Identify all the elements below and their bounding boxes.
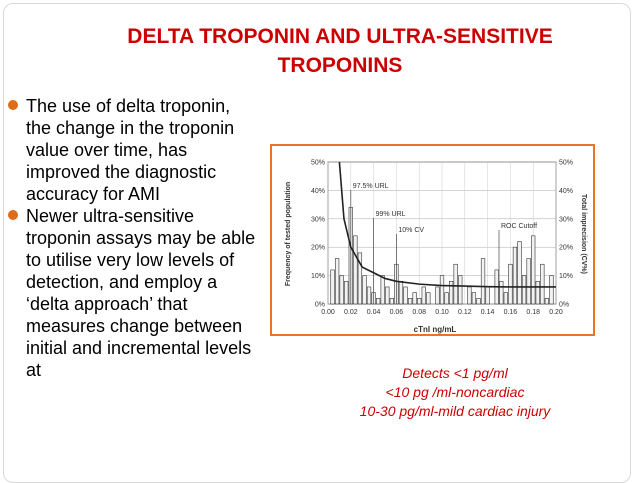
bar — [540, 264, 544, 304]
y-tick-label: 10% — [310, 273, 325, 281]
bullet-item — [8, 95, 258, 205]
bar — [408, 298, 412, 304]
bar — [513, 247, 517, 304]
bar — [468, 287, 472, 304]
annotation-label: 97.5% URL — [352, 183, 389, 190]
bar — [399, 281, 403, 304]
x-tick-label: 0.06 — [389, 309, 404, 316]
bar — [454, 264, 458, 304]
bar — [527, 259, 531, 304]
bar — [536, 281, 540, 304]
annotation-label: 10% CV — [398, 227, 425, 234]
chart-y-label: Frequency of tested population — [285, 181, 292, 287]
chart-y2-label: Total imprecision (CV%) — [580, 194, 587, 274]
x-tick-label: 0.02 — [343, 309, 358, 316]
y2-tick-label: 20% — [559, 244, 574, 252]
bar — [504, 293, 508, 304]
bar — [481, 259, 485, 304]
x-tick-label: 0.00 — [321, 309, 335, 316]
bar — [413, 293, 417, 304]
x-tick-label: 0.14 — [480, 309, 495, 316]
bar — [499, 281, 503, 304]
y-tick-label: 50% — [310, 159, 325, 167]
bullet-item — [8, 205, 258, 381]
x-tick-label: 0.16 — [503, 309, 518, 316]
bar — [436, 287, 440, 304]
bar — [518, 242, 522, 304]
troponin-chart — [272, 146, 593, 334]
bar — [331, 270, 335, 304]
bullet-list — [8, 95, 258, 381]
bar — [381, 276, 385, 304]
bar — [422, 287, 426, 304]
bar — [449, 281, 453, 304]
bar — [385, 287, 389, 304]
caption-box — [305, 364, 605, 421]
y2-tick-label: 0% — [559, 301, 570, 309]
x-tick-label: 0.20 — [549, 309, 563, 316]
bar — [340, 276, 344, 304]
bar — [440, 276, 444, 304]
y2-tick-label: 10% — [559, 273, 574, 281]
chart-x-label: cTnI ng/mL — [413, 325, 457, 334]
x-tick-label: 0.04 — [366, 309, 381, 316]
bar — [550, 276, 554, 304]
y-tick-label: 40% — [310, 187, 325, 195]
bar — [472, 293, 476, 304]
bullet-text: The use of delta troponin, the change in the troponin value over time, has improved the diagnostic accuracy for AMI — [26, 96, 235, 204]
bar — [363, 276, 367, 304]
bar — [344, 281, 348, 304]
slide-title — [60, 22, 620, 80]
x-tick-label: 0.08 — [412, 309, 427, 316]
bar — [417, 298, 421, 304]
x-tick-label: 0.12 — [457, 309, 472, 316]
title-line-2: TROPONINS — [277, 54, 403, 77]
bullet-dot-icon — [8, 100, 18, 110]
bar — [531, 236, 535, 304]
bar — [522, 276, 526, 304]
x-tick-label: 0.10 — [435, 309, 449, 316]
bar — [509, 264, 513, 304]
x-tick-label: 0.18 — [526, 309, 541, 316]
bar — [477, 298, 481, 304]
y2-tick-label: 30% — [559, 216, 574, 224]
y-tick-label: 20% — [310, 244, 325, 252]
bar — [445, 293, 449, 304]
y2-tick-label: 40% — [559, 187, 574, 195]
caption-line-3: 10-30 pg/ml-mild cardiac injury — [359, 403, 551, 419]
bar — [404, 287, 408, 304]
caption-line-1: Detects <1 pg/ml — [402, 365, 508, 381]
y2-tick-label: 50% — [559, 159, 574, 167]
caption-line-2: <10 pg /ml-noncardiac — [385, 384, 525, 400]
bullet-dot-icon — [8, 210, 18, 220]
bar — [376, 298, 380, 304]
bar — [335, 259, 339, 304]
bar — [545, 298, 549, 304]
annotation-label: 99% URL — [375, 211, 406, 218]
bar — [458, 276, 462, 304]
bar — [390, 298, 394, 304]
title-line-1: DELTA TROPONIN AND ULTRA-SENSITIVE — [127, 25, 553, 48]
bullet-text: Newer ultra-sensitive troponin assays may be able to utilise very low levels of detection, and employ a ‘delta approach’ that measures change between initial and incremental levels at — [26, 206, 256, 380]
chart-figure — [270, 144, 595, 336]
bar — [426, 293, 430, 304]
bar — [486, 287, 490, 304]
annotation-label: ROC Cutoff — [501, 223, 538, 230]
bar — [354, 236, 358, 304]
bar — [367, 287, 371, 304]
y-tick-label: 0% — [314, 301, 325, 309]
y-tick-label: 30% — [310, 216, 325, 224]
